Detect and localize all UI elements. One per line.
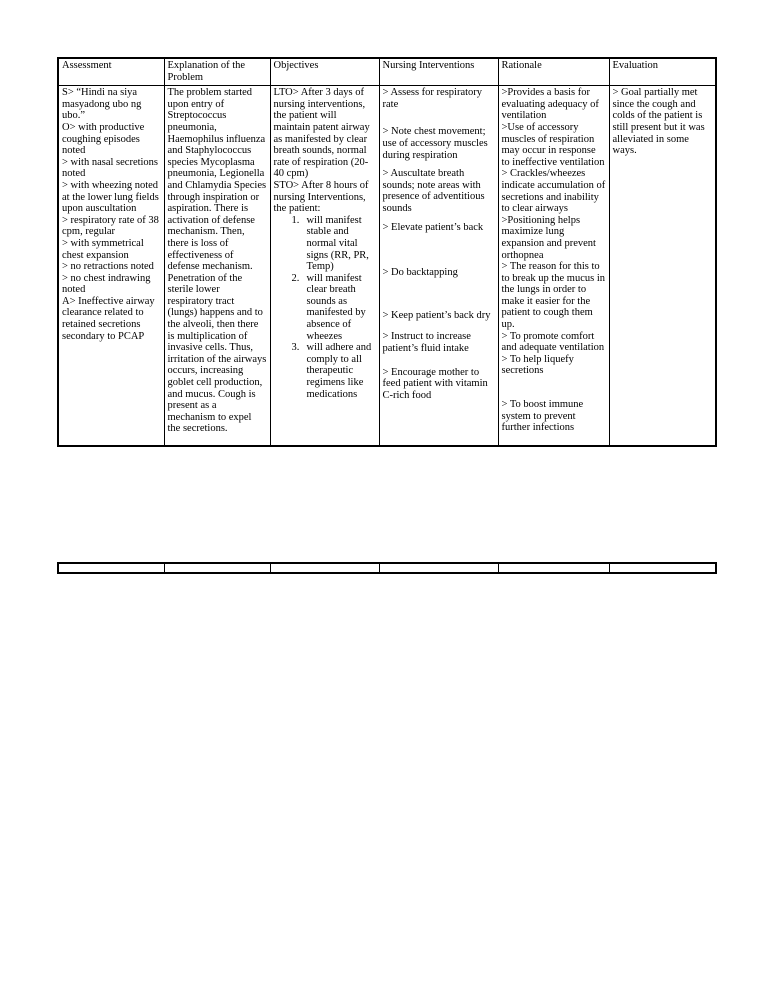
- evaluation-text: > Goal partially met since the cough and colds of the patient is still present but it was alleviated in some ways.: [612, 87, 705, 157]
- intervention-item: > Elevate patient’s back: [382, 221, 484, 233]
- intervention-item: > Encourage mother to feed patient with vitamin C-rich food: [382, 366, 488, 401]
- rationale-item: > Crackles/wheezes indicate accumulation of secretions and inability to clear airways: [501, 168, 606, 215]
- header-interventions: Nursing Interventions: [379, 58, 498, 86]
- objectives-sto-item: [274, 215, 376, 273]
- assessment-item: > no retractions noted: [62, 261, 154, 273]
- objectives-sto-intro: STO> After 8 hours of nursing Interventions, the patient:: [273, 179, 369, 215]
- list-text: will manifest stable and normal vital signs (RR, PR, Temp): [306, 214, 369, 273]
- header-assessment: Assessment: [58, 58, 164, 86]
- content-row: [58, 86, 716, 447]
- list-text: will adhere and comply to all therapeutic regimens like medications: [306, 342, 372, 400]
- assessment-analysis: A> Ineffective airway clearance related to retained secretions secondary to PCAP: [62, 295, 155, 342]
- intervention-item: > Assess for respiratory rate: [382, 87, 483, 110]
- empty-table-cell: [498, 563, 609, 573]
- rationale-item: >Provides a basis for evaluating adequacy of ventilation: [501, 87, 599, 122]
- interventions-cell: [379, 86, 498, 447]
- rationale-cell: [498, 86, 609, 447]
- objectives-sto-item: [274, 342, 376, 400]
- empty-table-cell: [58, 563, 164, 573]
- header-explanation: Explanation of the Problem: [164, 58, 270, 86]
- rationale-item: > To help liquefy secretions: [501, 353, 574, 377]
- empty-table-cell: [379, 563, 498, 573]
- objectives-lto: LTO> After 3 days of nursing interventions, the patient will maintain patent airway as manifested by clear breath sounds, normal rate of respiration (20-40 cpm): [273, 87, 370, 180]
- assessment-item: > no chest indrawing noted: [62, 272, 151, 296]
- intervention-item: > Note chest movement; use of accessory muscles during respiration: [382, 126, 488, 161]
- empty-table-cell: [164, 563, 270, 573]
- rationale-item: >Use of accessory muscles of respiration may occur in response to ineffective ventilation: [501, 121, 605, 168]
- rationale-item: >Positioning helps maximize lung expansion and prevent orthopnea: [501, 214, 596, 261]
- assessment-item: > respiratory rate of 38 cpm, regular: [62, 214, 159, 238]
- evaluation-cell: [609, 86, 716, 447]
- header-rationale: Rationale: [498, 58, 609, 86]
- list-number: 2.: [291, 272, 300, 284]
- rationale-item: > The reason for this to to break up the mucus in the lungs in order to make it easier for the patient to cough them up.: [501, 261, 606, 331]
- empty-row: [58, 563, 716, 573]
- list-number: 3.: [291, 342, 300, 354]
- assessment-subjective: S> “Hindi na siya masyadong ubo ng ubo.”: [62, 87, 142, 122]
- header-objectives: Objectives: [270, 58, 379, 86]
- intervention-item: > Keep patient’s back dry: [382, 309, 491, 321]
- list-text: will manifest clear breath sounds as manifested by absence of wheezes: [306, 272, 366, 342]
- rationale-item: > To promote comfort and adequate ventilation: [501, 330, 605, 354]
- intervention-item: > Auscultate breath sounds; note areas with presence of adventitious sounds: [382, 168, 485, 214]
- assessment-item: > with symmetrical chest expansion: [62, 237, 144, 261]
- intervention-item: > Do backtapping: [382, 267, 458, 279]
- explanation-text: The problem started upon entry of Streptococcus pneumonia, Haemophilus influenza and Staphylococcus species Mycoplasma pneumonia, Legionella and Chlamydia Species through inspiration or aspiration. There is activation of defense mechanism. Then, there is loss of effectiveness of defense mechanism. Penetration of the sterile lower respiratory tract (lungs) happens and to the alveoli, then there is multiplication of invasive cells. Thus, irritation of the airways occurs, increasing goblet cell production, and mucus. Cough is present as a mechanism to expel the secretions.: [167, 87, 267, 435]
- empty-table: [57, 562, 717, 574]
- rationale-item: > To boost immune system to prevent further infections: [501, 399, 584, 434]
- objectives-cell: [270, 86, 379, 447]
- nursing-care-plan-table: [57, 57, 717, 447]
- empty-table-cell: [609, 563, 716, 573]
- empty-table-cell: [270, 563, 379, 573]
- assessment-objective: O> with productive coughing episodes noted: [62, 121, 145, 157]
- assessment-item: > with wheezing noted at the lower lung fields upon auscultation: [62, 179, 159, 215]
- intervention-item: > Instruct to increase patient’s fluid intake: [382, 331, 471, 354]
- objectives-sto-item: [274, 273, 376, 343]
- list-number: 1.: [291, 214, 300, 226]
- assessment-item: > with nasal secretions noted: [62, 156, 159, 180]
- header-row: [58, 58, 716, 86]
- explanation-cell: [164, 86, 270, 447]
- header-evaluation: Evaluation: [609, 58, 716, 86]
- assessment-cell: [58, 86, 164, 447]
